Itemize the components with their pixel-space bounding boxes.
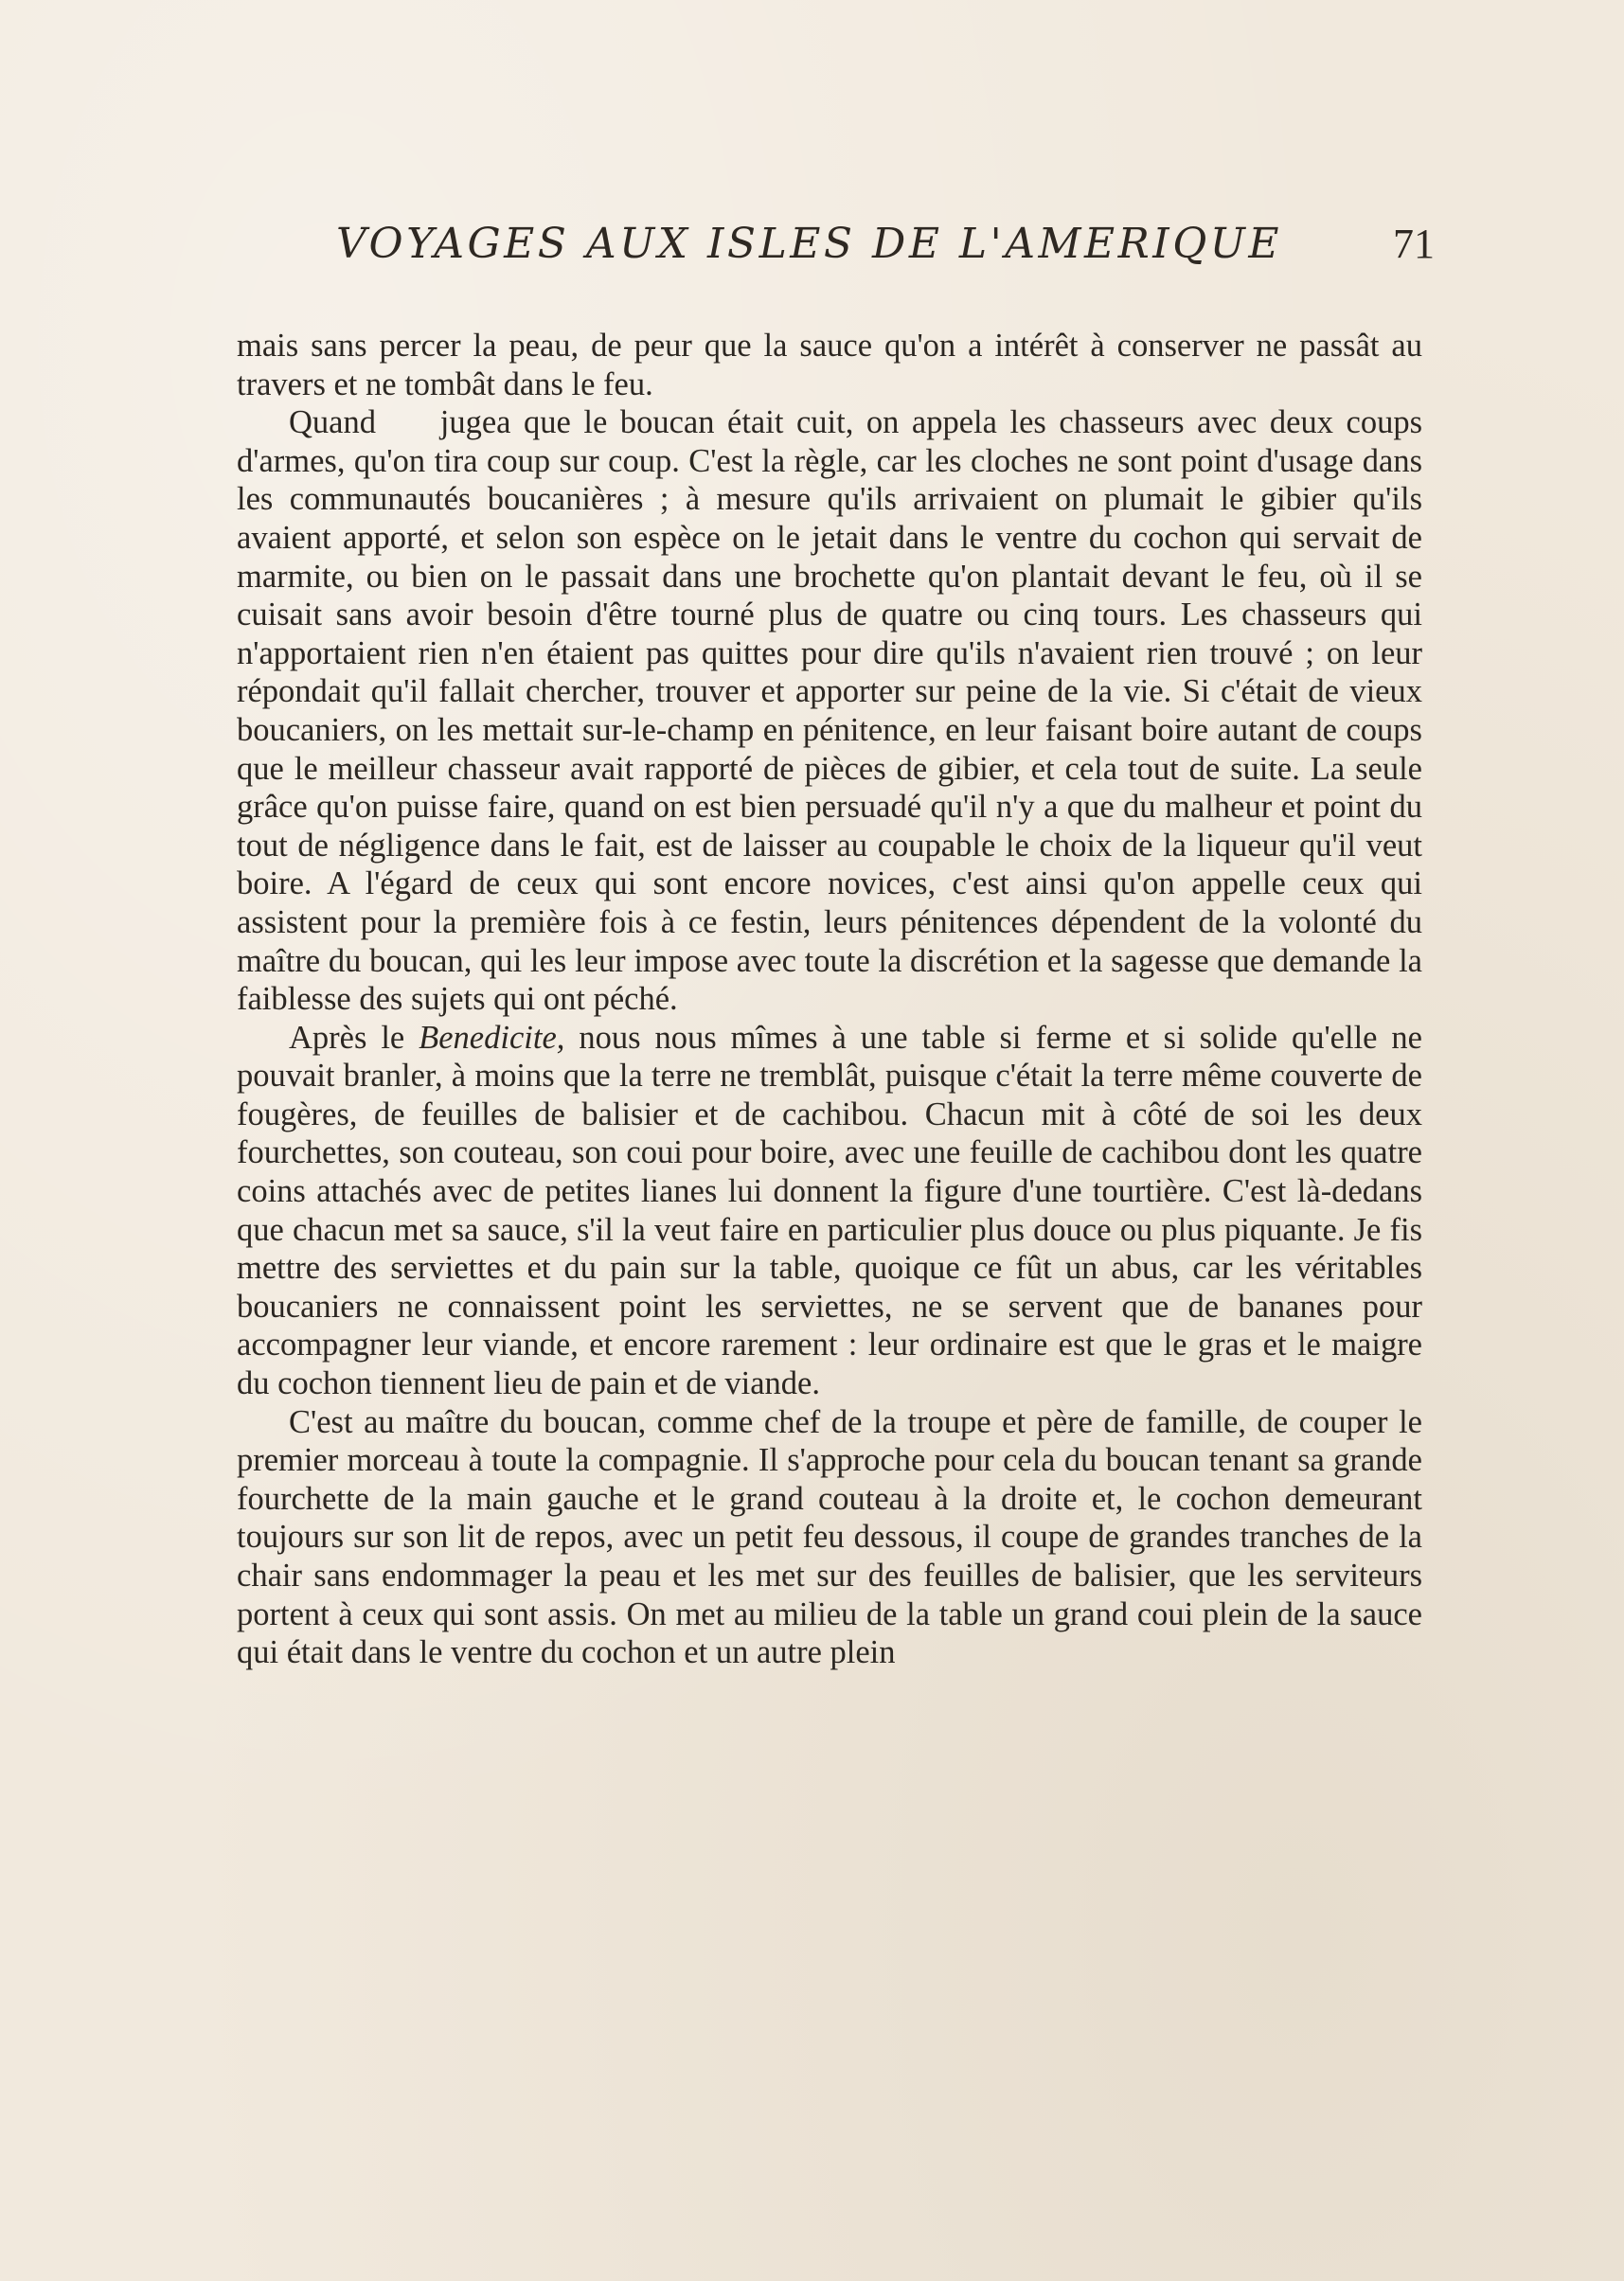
paragraph-continued <box>237 327 1422 403</box>
body-text <box>237 327 1431 1672</box>
paragraph-4-text: C'est au maître du boucan, comme chef de la troupe et père de famille, de couper le premier morceau à toute la compagnie. Il s'approche pour cela du boucan tenant sa grande fourchette de la main gauche et le grand couteau à la droite et, le cochon demeurant toujours sur son lit de repos, avec un petit feu dessous, il coupe de grandes tranches de la chair sans endommager la peau et les met sur des feuilles de balisier, que les serviteurs portent à ceux qui sont assis. On met au milieu de la table un grand coui plein de la sauce qui était dans le ventre du cochon et un autre plein <box>237 1403 1422 1671</box>
running-head <box>336 220 1435 286</box>
paragraph <box>237 1403 1422 1672</box>
paragraph-3-text-start: Après le <box>289 1019 419 1056</box>
benedicite-italic: Benedicite, <box>419 1019 565 1056</box>
running-title: VOYAGES AUX ISLES DE L'AMERIQUE <box>336 220 1282 268</box>
paragraph-2-text: Quand jugea que le boucan était cuit, on appela les chasseurs avec deux coups d'armes, qu'on tira coup sur coup. C'est la règle, car les cloches ne sont point d'usage dans les communautés boucanières ; à mesure qu'ils arrivaient on plumait le gibier qu'ils avaient apporté, et selon son espèce on le jetait dans le ventre du cochon qui servait de marmite, ou bien on le passait dans une brochette qu'on plantait devant le feu, où il se cuisait sans avoir besoin d'être tourné plus de quatre ou cinq tours. Les chasseurs qui n'apportaient rien n'en étaient pas quittes pour dire qu'ils n'avaient rien trouvé ; on leur répondait qu'il fallait chercher, trouver et apporter sur peine de la vie. Si c'était de vieux boucaniers, on les mettait sur-le-champ en pénitence, en leur faisant boire autant de coups que le meilleur chasseur avait rapporté de pièces de gibier, et cela tout de suite. La seule grâce qu'on puisse faire, quand on est bien persuadé qu'il n'y a que du malheur et point du tout de négligence dans le fait, est de laisser au coupable le choix de la liqueur qu'il veut boire. A l'égard de ceux qui sont encore novices, c'est ainsi qu'on appelle ceux qui assistent pour la première fois à ce festin, leurs pénitences dépendent de la volonté du maître du boucan, qui les leur impose avec toute la discrétion et la sagesse que demande la faiblesse des sujets qui ont péché. <box>237 404 1431 1018</box>
page-number: 71 <box>1393 221 1435 267</box>
paragraph-1-text: mais sans percer la peau, de peur que la sauce qu'on a intérêt à conserver ne passât au travers et ne tombât dans le feu. <box>237 328 1422 402</box>
paragraph <box>237 1019 1422 1403</box>
paragraph <box>237 403 1431 1019</box>
paragraph-3-text-rest: nous nous mîmes à une table si ferme et si solide qu'elle ne pouvait branler, à moins que la terre ne tremblât, puisque c'était la terre même couverte de fougères, de feuilles de balisier et de cachibou. Chacun mit à côté de soi les deux fourchettes, son couteau, son coui pour boire, avec une feuille de cachibou dont les quatre coins attachés avec de petites lianes lui donnent la figure d'une tourtière. C'est là-dedans que chacun met sa sauce, s'il la veut faire en particulier plus douce ou plus piquante. Je fis mettre des serviettes et du pain sur la table, quoique ce fût un abus, car les véritables boucaniers ne connaissent point les serviettes, ne se servent que de bananes pour accompagner leur viande, et encore rarement : leur ordinaire est que le gras et le maigre du cochon tiennent lieu de pain et de viande. <box>237 1019 1422 1402</box>
